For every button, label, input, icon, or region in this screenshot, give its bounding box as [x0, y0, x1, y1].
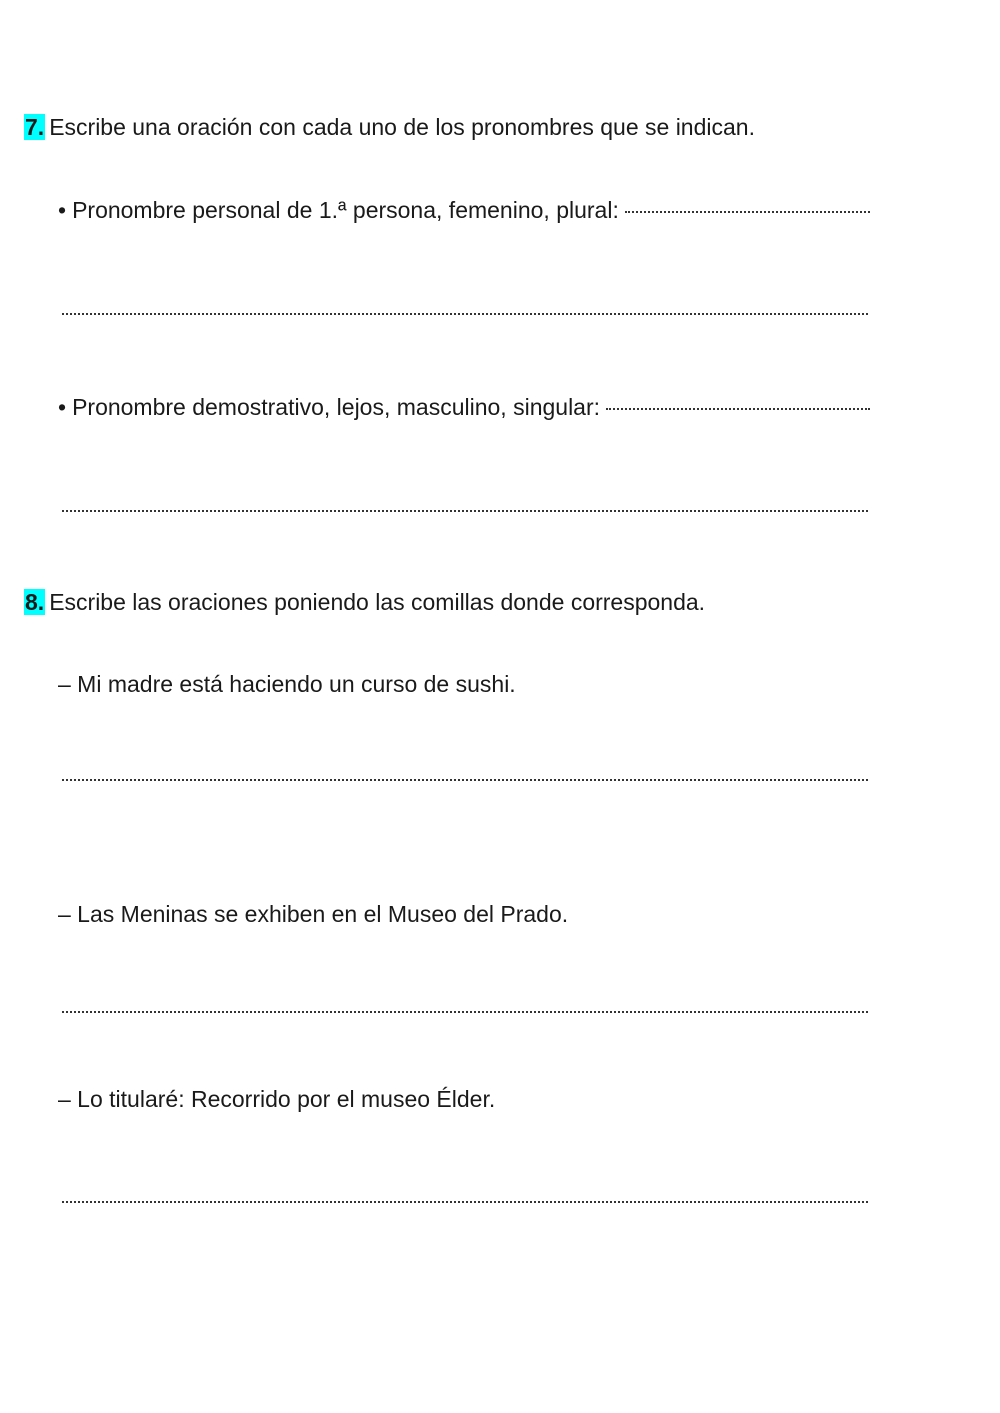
q8-sentence-2-answer-line[interactable]: [62, 1011, 868, 1013]
q7-item-1: [58, 195, 870, 225]
bullet-icon: •: [58, 394, 67, 420]
q8-sentence-3-answer-line[interactable]: [62, 1201, 868, 1203]
q8-sentence-2: – Las Meninas se exhiben en el Museo del Prado.: [58, 901, 569, 927]
question-7-heading: [24, 112, 755, 142]
q8-sentence-1: – Mi madre está haciendo un curso de sushi.: [58, 671, 516, 697]
bullet-icon: •: [58, 197, 67, 223]
q7-item-2-inline-blank[interactable]: [606, 408, 870, 410]
q7-item-2-answer-line[interactable]: [62, 510, 868, 512]
question-7-number: 7.: [25, 114, 45, 140]
question-7-instruction: Escribe una oración con cada uno de los pronombres que se indican.: [49, 114, 755, 140]
q7-item-2: [58, 392, 870, 422]
question-8-heading: [24, 587, 705, 617]
q7-item-1-inline-blank[interactable]: [625, 211, 870, 213]
q7-item-1-label: Pronombre personal de 1.ª persona, femenino, plural:: [72, 197, 619, 223]
question-8-instruction: Escribe las oraciones poniendo las comillas donde corresponda.: [49, 589, 706, 615]
q8-sentence-3: – Lo titularé: Recorrido por el museo Élder.: [58, 1086, 496, 1112]
q8-sentence-1-answer-line[interactable]: [62, 779, 868, 781]
q7-item-1-answer-line[interactable]: [62, 313, 868, 315]
q7-item-2-label: Pronombre demostrativo, lejos, masculino, singular:: [72, 394, 601, 420]
question-8-number: 8.: [25, 589, 45, 615]
